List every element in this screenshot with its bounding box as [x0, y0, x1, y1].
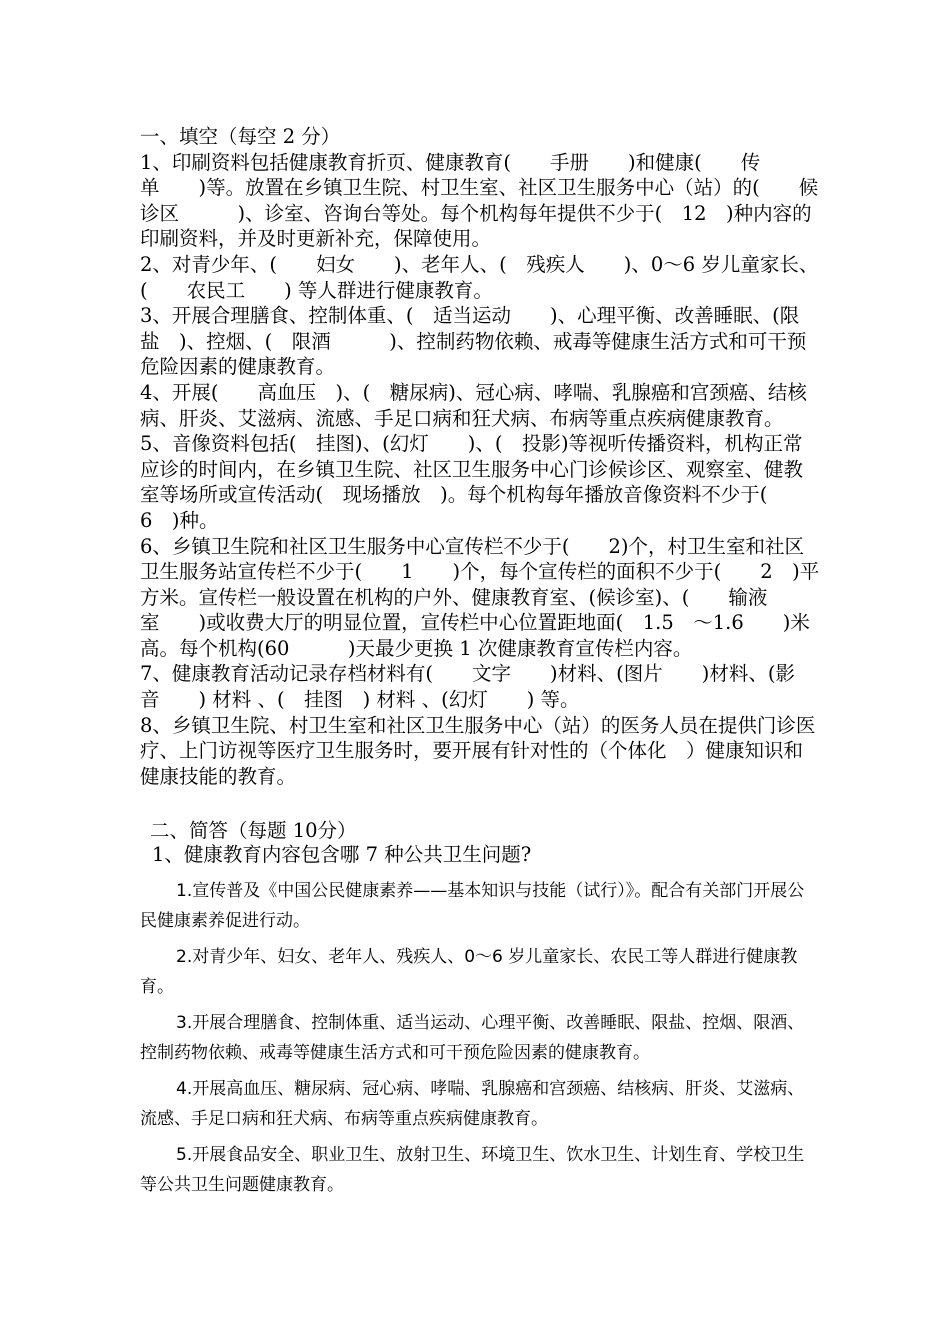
answer-list — [140, 876, 810, 1206]
section-heading: 一、填空（每空 2 分） — [140, 125, 341, 148]
question-item: 2、对青少年、( 妇女 )、老年人、( 残疾人 )、0～6 岁儿童家长、( 农民工 ) 等人群进行健康教育。 — [140, 252, 819, 302]
answer-item: 5.开展食品安全、职业卫生、放射卫生、环境卫生、饮水卫生、计划生育、学校卫生等公共卫生问题健康教育。 — [140, 1145, 805, 1195]
fill-in-section — [140, 124, 820, 789]
question-item: 3、开展合理膳食、控制体重、( 适当运动 )、心理平衡、改善睡眠、(限盐 )、控烟、( 限酒 )、控制药物依赖、戒毒等健康生活方式和可干预危险因素的健康教育。 — [140, 304, 807, 379]
question-item: 8、乡镇卫生院、村卫生室和社区卫生服务中心（站）的医务人员在提供门诊医疗、上门访视等医疗卫生服务时，要开展有针对性的（个体化 ）健康知识和健康技能的教育。 — [140, 713, 816, 788]
question-item: 7、健康教育活动记录存档材料有( 文字 )材料、(图片 )材料、(影音 ) 材料 、( 挂图 ) 材料 、(幻灯 ) 等。 — [140, 662, 795, 712]
short-answer-question: 1、健康教育内容包含哪 7 种公共卫生问题? — [152, 843, 532, 866]
answer-item: 2.对青少年、妇女、老年人、残疾人、0～6 岁儿童家长、农民工等人群进行健康教育。 — [140, 947, 798, 997]
question-item: 6、乡镇卫生院和社区卫生服务中心宣传栏不少于( 2)个，村卫生室和社区卫生服务站宣传栏不少于( 1 )个，每个宣传栏的面积不少于( 2 )平方米。宣传栏一般设置在机构的户外、健康教育室、(候诊室)、( 输液室 )或收费大厅的明显位置，宣传栏中心位置距地面( 1.5 ～1.6 )米高。每个机构(60 )天最少更换 1 次健康教育宣传栏内容。 — [140, 534, 820, 660]
answer-item: 4.开展高血压、糖尿病、冠心病、哮喘、乳腺癌和宫颈癌、结核病、肝炎、艾滋病、流感、手足口病和狂犬病、布病等重点疾病健康教育。 — [140, 1079, 805, 1129]
question-item: 5、音像资料包括( 挂图)、(幻灯 )、( 投影)等视听传播资料，机构正常应诊的时间内，在乡镇卫生院、社区卫生服务中心门诊候诊区、观察室、健教室等场所或宣传活动( 现场播放 )。每个机构每年播放音像资料不少于( 6 )种。 — [140, 432, 807, 532]
answer-item: 3.开展合理膳食、控制体重、适当运动、心理平衡、改善睡眠、限盐、控烟、限酒、控制药物依赖、戒毒等健康生活方式和可干预危险因素的健康教育。 — [140, 1013, 805, 1063]
question-item: 1、印刷资料包括健康教育折页、健康教育( 手册 )和健康( 传单 )等。放置在乡镇卫生院、村卫生室、社区卫生服务中心（站）的( 候诊区 )、诊室、咨询台等处。每个机构每年提供不少于( 12 )种内容的印刷资料，并及时更新补充，保障使用。 — [140, 150, 819, 251]
question-item: 4、开展( 高血压 )、( 糖尿病)、冠心病、哮喘、乳腺癌和宫颈癌、结核病、肝炎、艾滋病、流感、手足口病和狂犬病、布病等重点疾病健康教育。 — [140, 380, 807, 430]
answer-item: 1.宣传普及《中国公民健康素养——基本知识与技能（试行）》。配合有关部门开展公民健康素养促进行动。 — [140, 881, 805, 931]
section-heading: 二、简答（每题 10分） — [150, 819, 357, 842]
